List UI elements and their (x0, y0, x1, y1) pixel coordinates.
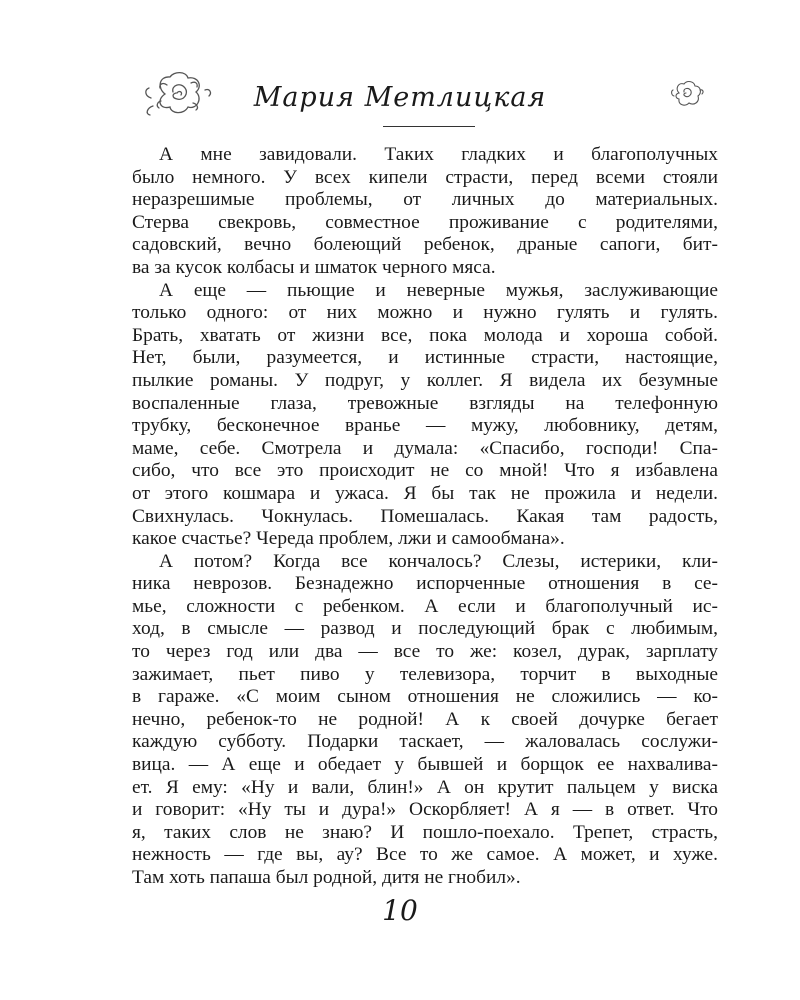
text-line: нечно, ребенок-то не родной! А к своей дочурке бегает (132, 708, 718, 730)
text-line: зажимает, пьет пиво у телевизора, торчит в выходные (132, 663, 718, 685)
text-line: Стерва свекровь, совместное проживание с родителями, (132, 211, 718, 233)
text-line: Свихнулась. Чокнулась. Помешалась. Какая там радость, (132, 505, 718, 527)
text-line: пылкие романы. У подруг, у коллег. Я видела их безумные (132, 369, 718, 391)
text-line: Там хоть папаша был родной, дитя не гнобил». (132, 867, 521, 888)
text-line: ход, в смысле — развод и последующий брак с любимым, (132, 618, 718, 640)
text-line: от этого кошмара и ужаса. Я бы так не прожила и недели. (132, 482, 718, 504)
text-line: А мне завидовали. Таких гладких и благополучных (159, 144, 718, 165)
text-line: каждую субботу. Подарки таскает, — жаловалась сослужи- (132, 731, 718, 753)
body-text (132, 144, 718, 890)
page-number: 10 (382, 894, 418, 927)
text-line: и говорит: «Ну ты и дура!» Оскорбляет! А я — в ответ. Что (132, 799, 718, 821)
author-name: Мария Метлицкая (253, 82, 547, 113)
text-line: Брать, хватать от жизни все, пока молода и хороша собой. (132, 324, 718, 346)
text-line: нежность — где вы, ау? Все то же самое. А может, и хуже. (132, 844, 718, 866)
text-line: воспаленные глаза, тревожные взгляды на телефонную (132, 392, 718, 414)
text-line: только одного: от них можно и нужно гулять и гулять. (132, 302, 718, 324)
text-line: садовский, вечно болеющий ребенок, драные сапоги, бит- (132, 234, 718, 256)
text-line: мье, сложности с ребенком. А если и благополучный ис- (132, 595, 718, 617)
text-line: А потом? Когда все кончалось? Слезы, истерики, кли- (159, 550, 718, 572)
text-line: А еще — пьющие и неверные мужья, заслуживающие (159, 279, 718, 301)
text-line: неразрешимые проблемы, от личных до материальных. (132, 189, 718, 211)
text-line: я, таких слов не знаю? И пошло-поехало. Трепет, страсть, (132, 821, 718, 843)
text-line: трубку, бесконечное вранье — мужу, любовнику, детям, (132, 415, 718, 437)
text-line: маме, себе. Смотрела и думала: «Спасибо, господи! Спа- (132, 437, 718, 459)
text-line: в гараже. «С моим сыном отношения не сложились — ко- (132, 686, 718, 708)
text-line: то через год или два — все то же: козел, дурак, зарплату (132, 641, 718, 663)
text-line: было немного. У всех кипели страсти, перед всеми стояли (132, 166, 718, 188)
rose-ornament-right-icon (670, 78, 704, 108)
text-line: ет. Я ему: «Ну и вали, блин!» А он крутит пальцем у виска (132, 776, 718, 798)
text-line: вица. — А еще и обедает у бывшей и борщок ее нахвалива- (132, 754, 718, 776)
running-header (0, 60, 800, 140)
text-line: Нет, были, разумеется, и истинные страсти, настоящие, (132, 347, 718, 369)
text-line: сибо, что все это происходит не со мной! Что я избавлена (132, 460, 718, 482)
header-rule (383, 126, 475, 127)
text-line: ника неврозов. Безнадежно испорченные отношения в се- (132, 573, 718, 595)
text-line: ва за кусок колбасы и шматок черного мяса. (132, 256, 496, 278)
text-line: какое счастье? Череда проблем, лжи и самообмана». (132, 528, 565, 550)
